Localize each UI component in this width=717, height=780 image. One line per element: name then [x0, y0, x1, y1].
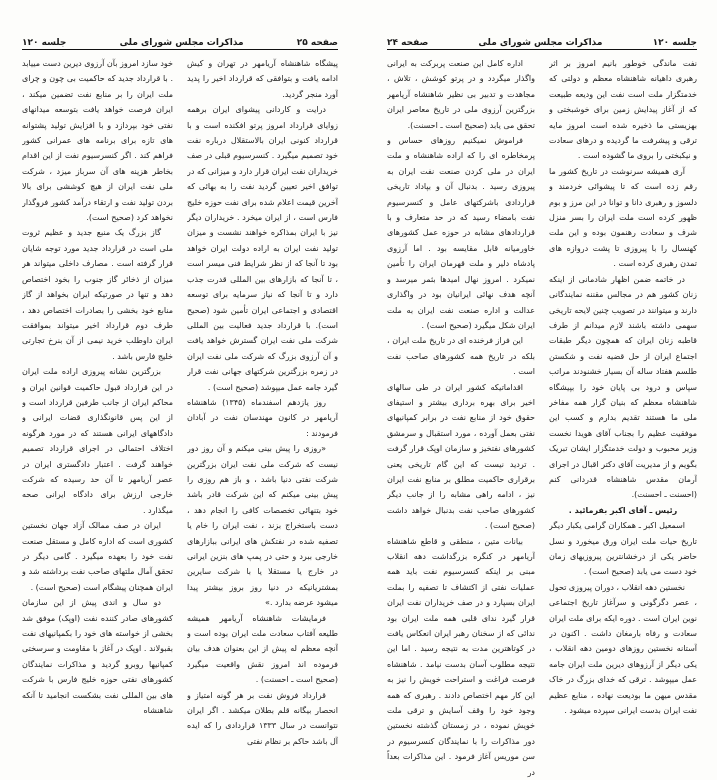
- paragraph: فراموش نمیکنیم روزهای حساس و پرمخاطره ای را که اراده شاهنشاه و ملت ایران در ملی کردن صنعت نفت ایران به پیروزی رسید . بدنبال آن و بپاداد تاریخی قراردادی باشرکتهای عامل و کنسرسیوم نفت بامضاء رسید که در حد متعارف و با قراردادهای مشابه در حوزه عمل کشورهای خاورمیانه قابل مقایسه بود . اما آرزوی پادشاه دلیر و ملت قهرمان ایران را تأمین نمیکرد . امروز نهال امیدها بثمر میرسد و آنچه هدف نهائی ایرانیان بود در واگذاری عدالت و اداره صنعت نفت ایران به ملت ایران شکل میگیرد (صحیح است) .: [387, 136, 535, 330]
- paragraph: اقداماتیکه کشور ایران در طی سالهای اخیر برای بهره برداری بیشتر و استیفای حقوق خود از منابع نفت در برابر کمپانیهای نفتی بعمل آورده ، مورد استقبال و سرمشق کشورهای نفتخیز و سازمان اوپک قرار گرفت . تردید نیست که این گام تاریخی یعنی برقراری حاکمیت مطلق بر منابع نفت ایران نیز ، ادامه راهی مشابه را از جانب دیگر کشورهای صاحب نفت بدنبال خواهد داشت (صحیح است) .: [387, 382, 535, 531]
- speaker-paragraph: اسمعیل اکبر ـ همکاران گرامی یکبار دیگر تاریخ حیات ملت ایران ورق میخورد و نسل حاضر یکی از درخشانترین پیروزیهای زمان خود دست می یابد (صحیح است) .: [549, 521, 697, 577]
- paragraph: بیانات متین ، منطقی و قاطع شاهنشاه آریامهر در کنگره بزرگداشت دهه انقلاب مبنی بر اینکه کنسرسیوم نفت باید همه عملیات نفتی از اکتشاف تا تصفیه را بملت ایران بسپارد و در صف خریداران نفت ایران قرار گیرد ندای قلبی همه ملت ایران بود ندائی که از سخنان رهبر ایران انعکاس یافت در کوتاهترین مدت به نتیجه رسید . اما این نتیجه مطلوب آسان بدست نیامد . شاهنشاه فرصت فراغت و استراحت خویش را نیز به این کار مهم اختصاص دادند . رهبری که همه وجود خود را وقف آسایش و ترقی ملت خویش نموده ، در زمستان گذشته نخستین دور مذاکرات را با نمایندگان کنسرسیوم در سن موریس آغاز فرمود . این مذاکرات بعداً در: [387, 536, 535, 777]
- paragraph: روز یازدهم اسفندماه (۱۳۴۵) شاهنشاه آریامهر در کانون مهندسان نفت در آبادان فرمودند :: [187, 397, 338, 438]
- left-page: [0, 0, 358, 746]
- column-right: [549, 56, 697, 780]
- session-number: جلسه ۱۲۰: [22, 38, 67, 48]
- paragraph: آری همیشه سرنوشت در تاریخ کشور ما رقم زده است که تا پیشوائی خردمند و دلسوز و رهبری دانا و توانا در این مرز و بوم ظهور کرده است ملت ایران را بسر منزل شرف و سعادت رهنمون بوده و این ملت کهنسال را با پیروزی تا پشت دروازه های تمدن رهبری کرده است .: [549, 166, 697, 269]
- paragraph: گاز بزرگ یک منبع جدید و عظیم ثروت ملی است در قرارداد جدید مورد توجه شایان قرار گرفته است . مصارف داخلی میتواند هر میزان از ذخائر گاز جنوب را بخود اختصاص دهد و تنها در صورتیکه ایران بخواهد از گاز منابع خود بخشی را بصادرات اختصاص دهد ، طرف دوم قرارداد اخیر میتواند بموافقت ایران داوطلب خرید نیمی از آن بنرخ تجارتی خلیج فارس باشد .: [22, 228, 173, 361]
- paragraph: ایران در صف ممالک آزاد جهان نخستین کشوری است که اداره کامل و مستقل صنعت نفت خود را بعهده میگیرد . گامی دیگر در تحقق آمال ملتهای صاحب نفت برداشته شد و ایران همچنان پیشگام است (صحیح است) .: [22, 521, 173, 592]
- speaker-line: رئیس ـ آقای اکبر بفرمائید .: [568, 505, 678, 515]
- right-page: [359, 0, 717, 777]
- running-title: مذاکرات مجلس شورای ملی: [478, 38, 603, 48]
- header-rule: [387, 49, 697, 50]
- page-header: [387, 34, 697, 48]
- paragraph: خود سازد امروز بآن آرزوی دیرین دست مییابد . با قرارداد جدید که حاکمیت بی چون و چرای ملت ایران را بر منابع نفت تضمین میکند ، ایران فرصت خواهد یافت بتوسعه میدانهای نفتی خود بپردازد و با افزایش تولید پشتوانه های تازه برای برنامه های عمرانی کشور فراهم کند . اگر کنسرسیوم نفت از این اقدام بخاطر هزینه های آن سرباز میزد ، شرکت ملی نفت ایران از هیچ کوششی برای بالا بردن تولید نفت و ارتقاء درآمد کشور فروگذار نخواهد کرد (صحیح است).: [22, 59, 173, 223]
- paragraph: در خاتمه ضمن اظهار شادمانی از اینکه زنان کشور هم در مجالس مقننه نمایندگانی دارند و میتوانند در تصویب چنین لایحه تاریخی سهمی داشته باشند لازم میدانم از طرف قاطبه زنان ایران که همچون دیگر طبقات اجتماع ایران از حل قضیه نفت و شکستن طلسم هفتاد ساله آن بسیار خشنودند مراتب سپاس و درود بی پایان خود را بپیشگاه شاهنشاه معظم که بنیان گزار همه مفاخر ملی ما هستند تقدیم بدارم و کسب این موفقیت عظیم را بجناب آقای هویدا نخست وزیر محبوب و دولت خدمتگزار ایشان تبریک بگویم و از مدیریت آقای دکتر اقبال در اجرای آرمان مقدس شاهنشاه قدردانی کنم (احسنت ـ احسنت).: [549, 274, 697, 500]
- paragraph: قرارداد فروش نفت بر هر گونه امتیاز و انحصار بیگانه قلم بطلان میکشد . اگر ایران نتوانست در سال ۱۳۳۳ قراردادی را که ایده آل باشد حاکم بر نظام نفتی: [187, 690, 338, 746]
- page-number: صفحه ۲۴: [387, 38, 429, 48]
- header-rule: [22, 49, 338, 50]
- paragraph: دو سال و اندی پیش از این سازمان کشورهای صادر کننده نفت (اوپک) موفق شد بخشی از خواسته های خود را بکمپانیهای نفت بقبولاند . اوپک در آغاز با مقاومت و سرسختی کمپانیها روبرو گردید و مذاکرات نمایندگان کشورهای نفتی حوزه خلیج فارس با شرکت های بین المللی نفت بشکست انجامید تا آنکه شاهنشاه: [22, 598, 173, 716]
- paragraph: نفت ماندگی خوطور بانیم امروز بر اثر رهبری داهیانه شاهنشاه معظم و دولتی که خدمتگزار ملت است نفت این ودیعه طبیعت که از آغاز پیدایش زمین برای خوشبختی و بهزیستی ما ذخیره شده است امروز مایه ترقی و پیشرفت ما گردیده و درهای سعادت و نیکبختی را بروی ما گشوده است .: [549, 59, 697, 161]
- session-number: جلسه ۱۲۰: [652, 38, 697, 48]
- text-columns: [22, 56, 338, 749]
- paragraph: نخستین دهه انقلاب ، دوران پیروزی تحول ، عصر دگرگونی و سرآغاز تاریخ اجتماعی نوین ایران است . دوره ایکه برای ملت ایران سعادت و رفاه بارمغان داشت . اکنون در آستانه نخستین روزهای دومین دهه انقلاب ، یکی دیگر از آرزوهای دیرین ملت ایران جامه عمل میپوشد . ترقی که خدای بزرگ در خاک مقدس میهن ما بودیعت نهاده ، منابع عظیم نفت ایران بدست ایرانی سپرده میشود .: [549, 582, 697, 716]
- paragraph: اداره کامل این صنعت پربرکت به ایرانی واگذار میگردد و در پرتو کوشش ، تلاش ، مجاهدت و تدبیر بی نظیر شاهنشاه آریامهر بزرگترین آرزوی ملی در تاریخ معاصر ایران تحقق می یابد (صحیح است ـ احسنت).: [387, 59, 535, 130]
- column-left: [22, 56, 173, 749]
- paragraph: این فراز فرخنده ای در تاریخ ملت ایران ، بلکه در تاریخ همه کشورهای صاحب نفت است .: [387, 336, 535, 377]
- paragraph: درایت و کاردانی پیشوای ایران برهمه زوایای قرارداد امروز پرتو افکنده است و با قرارداد کنونی ایران بالاستقلال درباره نفت خود تصمیم میگیرد . کنسرسیوم قبلی در صف خریداران نفت ایران قرار دارد و میزانی که در توافق اخیر تعیین گردید نفت را به بهائی که آخرین قیمت اعلام شده برای نفت حوزه خلیج فارس است ، از ایران میخرد . خریداران دیگر نیز با ایران بمذاکره خواهند نشست و میزان تولید نفت ایران به اراده دولت ایران خواهد بود تا آنجا که از نظر شرایط فنی میسر است ، تا آنجا که بازارهای بین المللی قدرت جذب دارد و تا آنجا که نیاز سرمایه برای توسعه اقتصادی و اجتماعی ایران تأمین شود (صحیح است). با قرارداد جدید فعالیت بین المللی شرکت ملی نفت ایران گسترش خواهد یافت و آن آرزوی بزرگ که شرکت ملی نفت ایران در زمره بزرگترین شرکتهای جهانی نفت قرار گیرد جامه عمل میپوشد (صحیح است) .: [187, 105, 338, 392]
- page-header: [22, 34, 338, 48]
- quote-paragraph: «روزی را پیش بینی میکنم و آن روز دور نیست که شرکت ملی نفت ایران بزرگترین شرکت نفتی دنیا باشد ، و باز هم روزی را پیش بینی میکنم که این شرکت قادر باشد خود بتنهائی تخصصات کافی را انجام دهد ، دست باستخراج بزند ، نفت ایران را خام یا تصفیه شده در نفتکش های ایرانی ببازارهای خارجی ببرد و حتی در پمپ های بنزین ایرانی در خارج یا مستقلا یا با شرکت سایرین بمشتریانیکه در دنیا روز بروز بیشتر پیدا میشود عرضه بدارد .»: [187, 444, 338, 608]
- page-number: صفحه ۲۵: [296, 38, 338, 48]
- paragraph: فرمایشات شاهنشاه آریامهر همیشه طلیعه آفتاب سعادت ملت ایران بوده است و آنچه معظم له پیش از این بعنوان هدف بیان فرموده اند امروز نقش واقعیت میگیرد (صحیح است ـ احسنت) .: [187, 613, 338, 685]
- running-title: مذاکرات مجلس شورای ملی: [119, 38, 244, 48]
- paragraph: بزرگترین نشانه پیروزی اراده ملت ایران در این قرارداد قبول حاکمیت قوانین ایران و محاکم ایران از جانب طرفین قرارداد است و از این پس قانونگذاری قضات ایرانی و دادگاههای ایرانی هستند که در مورد هرگونه اختلاف احتمالی در اجرای قرارداد تصمیم خواهند گرفت . اعتبار دادگستری ایران در عصر آریامهر تا آن حد رسیده که شرکت خارجی ارزش برای دادگاه ایرانی صحه میگذارد .: [22, 367, 173, 515]
- column-left: [387, 56, 535, 780]
- paragraph: پیشگاه شاهنشاه آریامهر در تهران و کیش ادامه یافت و بتوافقی که قرارداد اخیر را پدید آورد منجر گردید.: [187, 59, 338, 99]
- column-right: [187, 56, 338, 749]
- text-columns: [387, 56, 697, 780]
